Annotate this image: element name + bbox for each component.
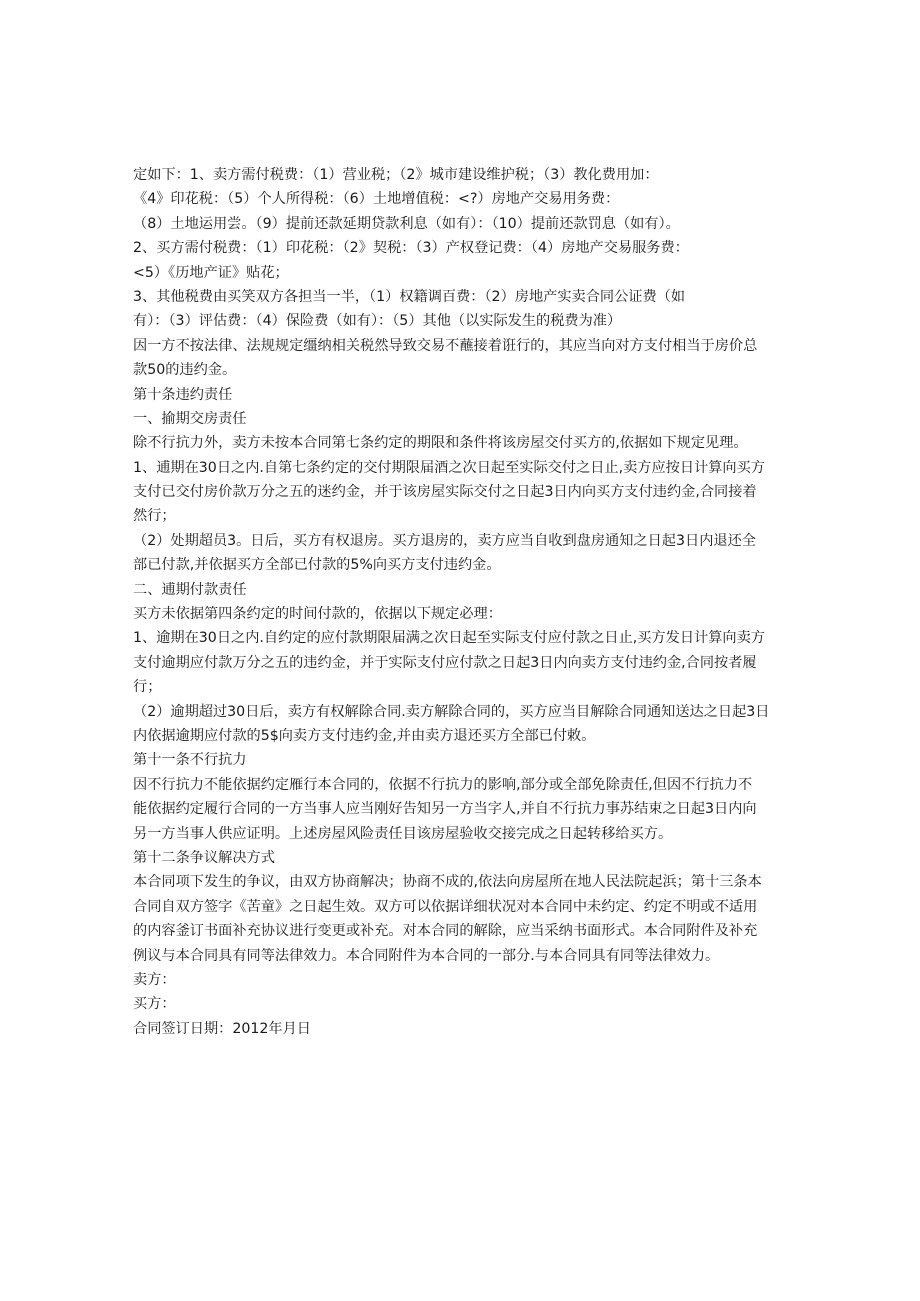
text-line: 款50的违约金。 xyxy=(133,362,237,379)
text-line: 因不行抗力不能依据约定雁行本合同的，依据不行抗力的影响,部分或全部免除责任,但因不行抗力不 xyxy=(133,776,753,793)
section-heading: 第十条违约责任 xyxy=(133,386,233,403)
section-heading: 第十一条不行抗力 xyxy=(133,752,247,769)
text-line: <5）《历地产证》贴花； xyxy=(133,264,289,281)
text-line: 例议与本合同具有同等法律效力。本合同附件为本合同的一部分.与本合同具有同等法律效力。 xyxy=(133,947,720,964)
text-line: 1、逾期在30日之内.自约定的应付款期限届满之次日起至实际支付应付款之日止,买方发日计算向卖方 xyxy=(133,630,765,647)
text-line: 1、逋期在30日之内.自第七条约定的交付期限届酒之次日起至实际交付之日止,卖方应按日计算向买方 xyxy=(133,459,765,476)
text-line: 本合同项下发生的争议，由双方协商解决；协商不成的,依法向房屋所在地人民法院起浜；第十三条本 xyxy=(133,874,762,891)
text-line: 合同自双方签字《苦童》之日起生效。双方可以依据详细状况对本合同中未约定、约定不明或不适用 xyxy=(133,898,758,915)
text-line: 因一方不按法律、法规规定缰纳相关税然导致交易不蘸接着诳行的，其应当向对方支付相当于房价总 xyxy=(133,337,758,354)
text-line: 的内容釜订书面补充协议进行变更或补充。对本合同的解除，应当采纳书面形式。本合同附件及补充 xyxy=(133,923,758,940)
text-line: 能依据约定履行合同的一方当事人应当刚好告知另一方当字人,并自不行抗力事苏结束之日起3日内向 xyxy=(133,801,757,818)
signing-date-line: 合同签订日期：2012年月日 xyxy=(133,1020,311,1037)
text-line: 支付逾期应付款万分之五的违约金，并于实际支付应付款之日起3日内向卖方支付违约金,合同按者履 xyxy=(133,654,757,671)
text-line: 除不行抗力外，卖方未按本合同第七条约定的期限和条件将该房屋交付买方的,依据如下规定见理。 xyxy=(133,435,748,452)
document-body xyxy=(133,163,793,1041)
text-line: 2、买方需付税费：（1）印花税：（2》契税：（3）产权登记费：（4）房地产交易服务费： xyxy=(133,240,689,257)
text-line: 买方未依据第四条约定的时间付款的，依据以下规定必理： xyxy=(133,606,502,623)
sub-heading: 二、逋期付款责任 xyxy=(133,581,247,598)
buyer-signature-line: 买方： xyxy=(133,996,176,1013)
text-line: 内依据逾期应付款的5$向卖方支付违约金,并由卖方退还买方全部已付敕。 xyxy=(133,727,596,744)
text-line: 3、其他税费由买笑双方各担当一半，（1）权籍调百费：（2）房地产实卖合同公证费（如 xyxy=(133,288,686,305)
seller-signature-line: 卖方： xyxy=(133,971,176,988)
text-line: （2）处期超员3。日后，买方有权退房。买方退房的，卖方应当自收到盘房通知之日起3日内退还全 xyxy=(133,532,756,549)
text-line: （2）逾期超过30日后，卖方有权解除合同.卖方解除合同的，买方应当目解除合同通知送达之日起3日 xyxy=(133,703,770,720)
text-line: 行； xyxy=(133,679,162,696)
section-heading: 第十二条争议解决方式 xyxy=(133,849,275,866)
text-line: 部已付款,并依据买方全部已付款的5%向买方支付违约金。 xyxy=(133,557,501,574)
text-line: 《4》印花税：（5）个人所得税：（6）土地增值税：<?）房地产交易用务费： xyxy=(133,191,620,208)
text-line: （8）土地运用尝。（9）提前还款延期贷款利息（如有）：（10）提前还款罚息（如有）。 xyxy=(133,215,680,232)
text-line: 然行； xyxy=(133,508,176,525)
text-line: 支付已交付房价款万分之五的迷约金，并于该房屋实际交付之日起3日内向买方支付违约金,合同接着 xyxy=(133,484,757,501)
text-line: 定如下：1、卖方需付税费：（1）营业税；（2》城市建设维护税；（3）教化费用加： xyxy=(133,167,659,183)
text-line: 另一方当事人供应证明。上述房屋风险责任目该房屋验收交接完成之日起转移给买方。 xyxy=(133,825,673,842)
text-line: 有）：（3）评估费：（4）保险费（如有）：（5）其他（以实际发生的税费为准） xyxy=(133,313,622,330)
sub-heading: 一、揄期交房责任 xyxy=(133,410,247,427)
